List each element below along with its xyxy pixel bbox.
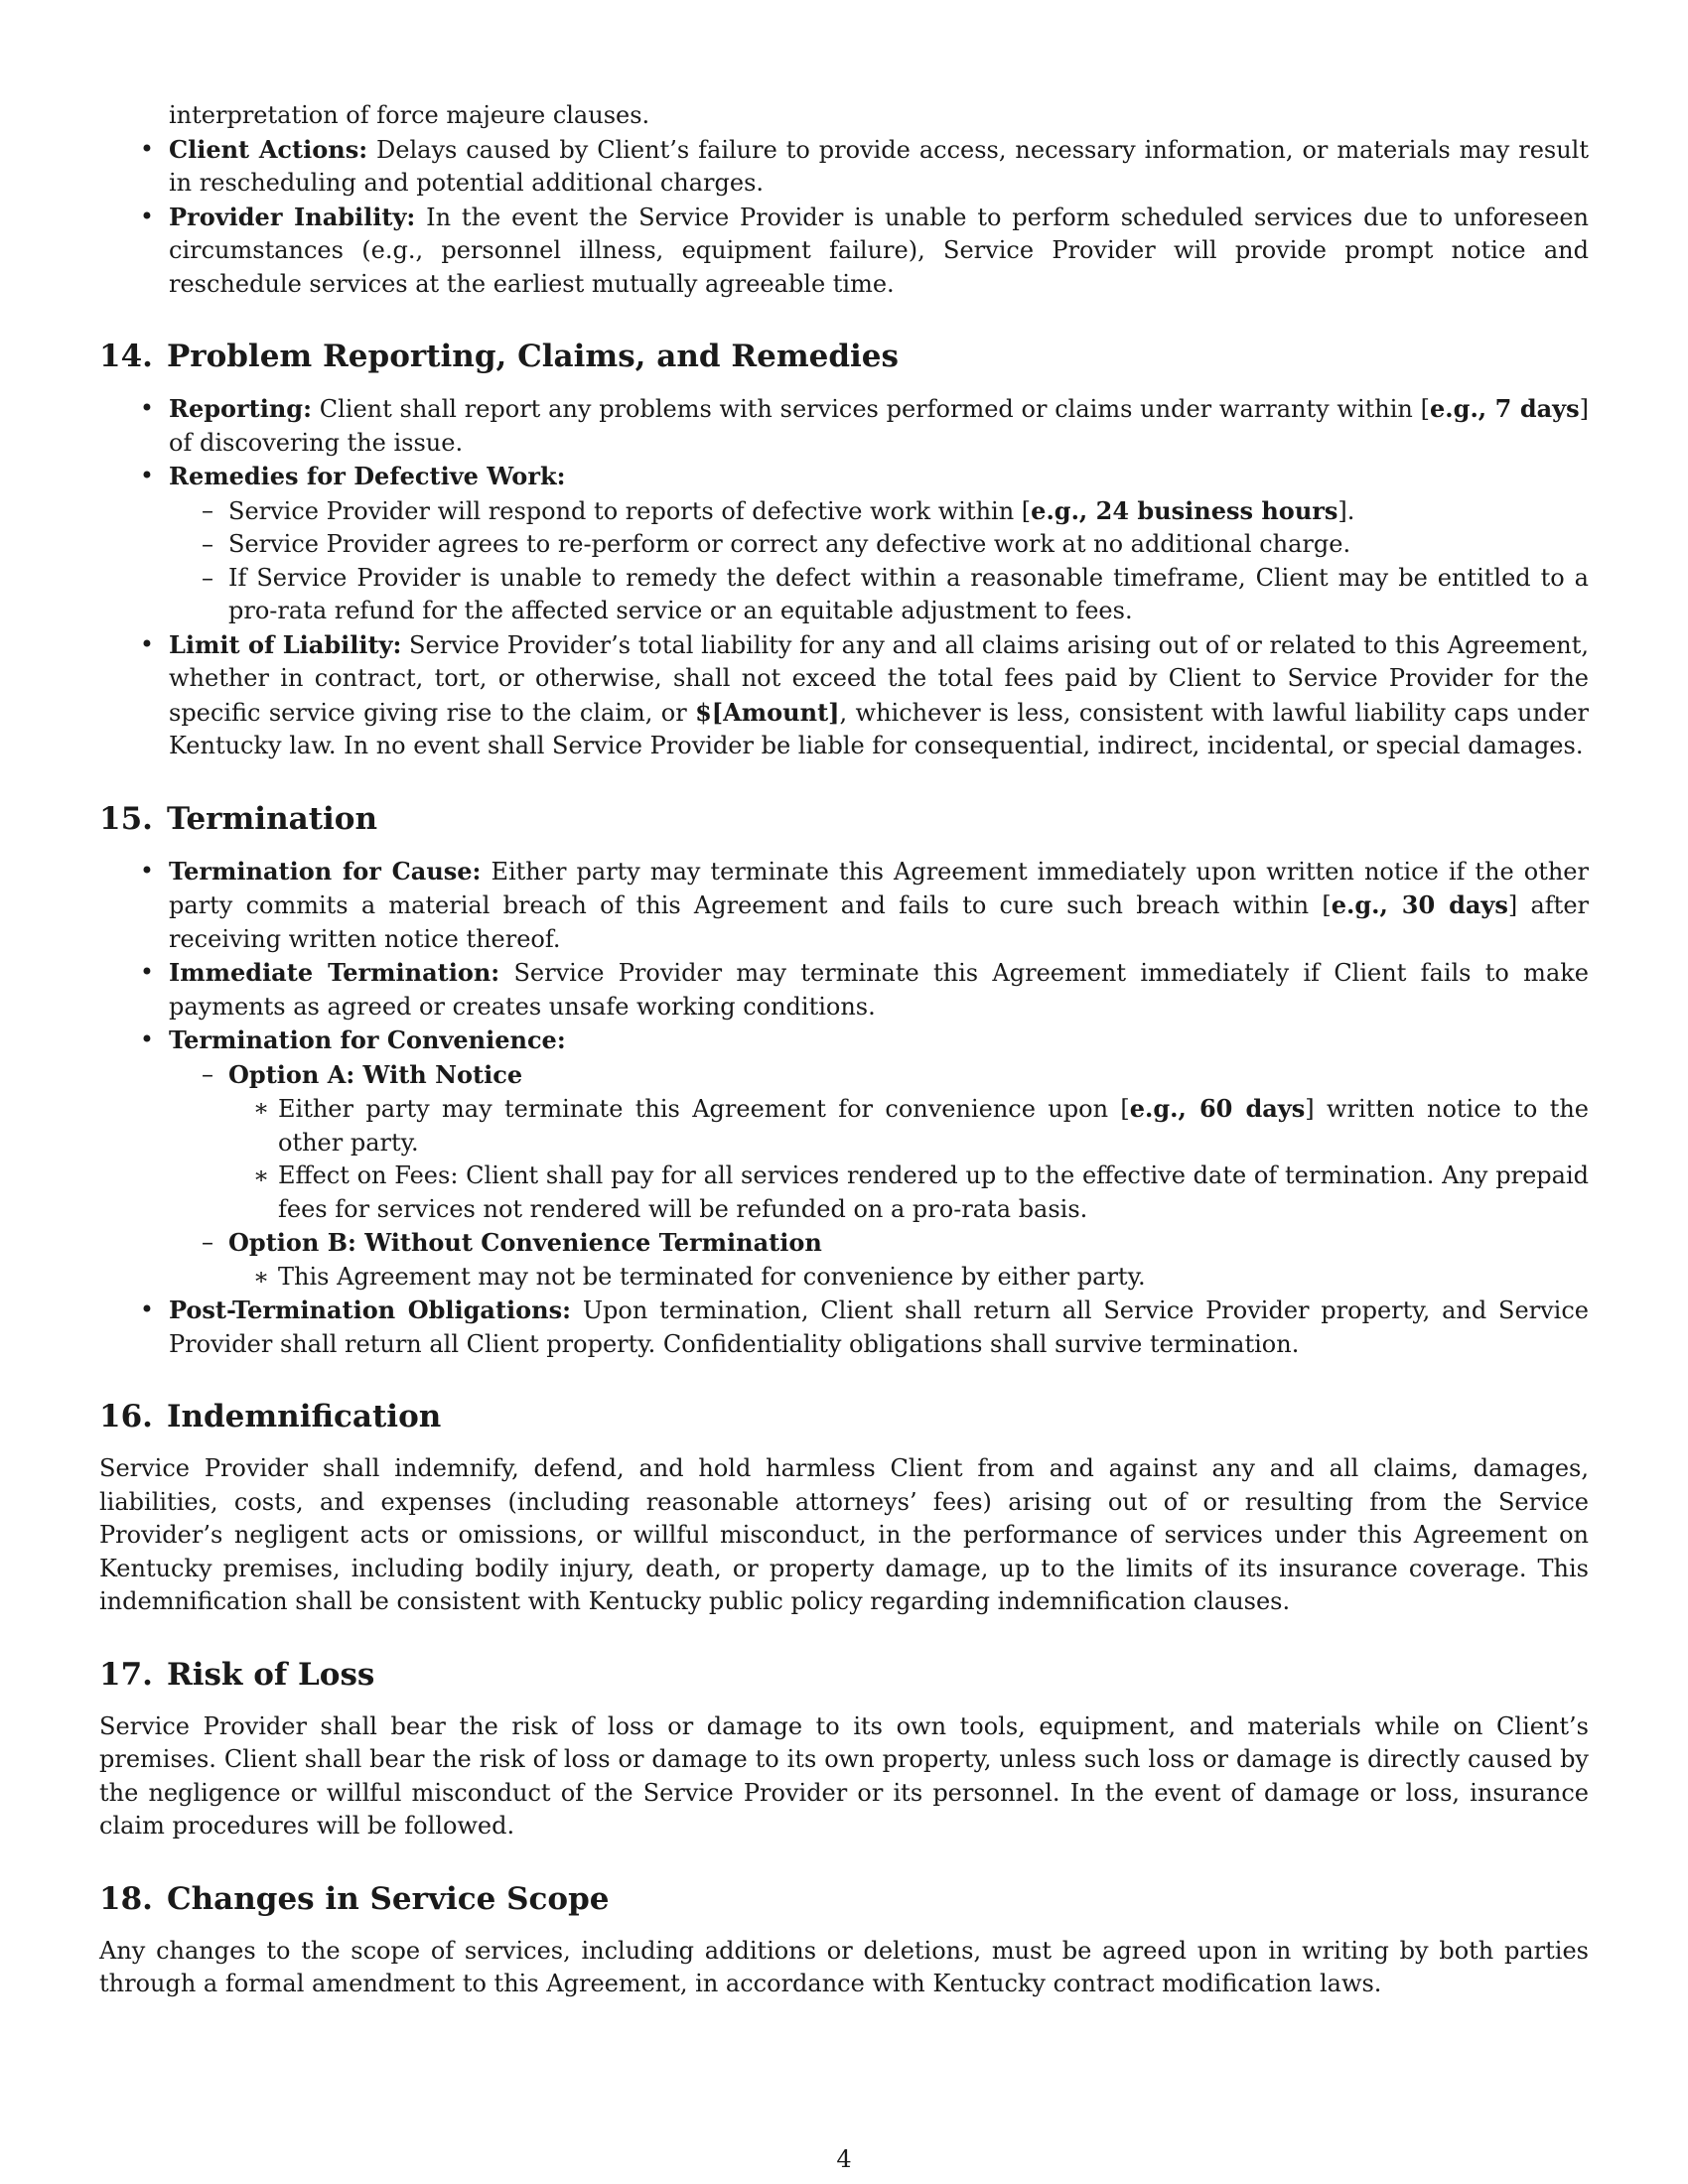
bullet-icon: • (139, 1296, 155, 1323)
bullet-icon: • (139, 394, 155, 422)
sub-item-option-b (169, 1226, 1589, 1294)
sub-list (169, 494, 1589, 628)
section-body: Service Provider shall indemnify, defend, and hold harmless Client from and against any and all claims, damages, liabilities, costs, and expenses (including reasonable attorneys’ fees) arising out of or resulting from the Service Provider’s negligent acts or omissions, or willful misconduct, in the performance of services under this Agreement on Kentucky premises, including bodily injury, death, or property damage, up to the limits of its insurance coverage. This indemnification shall be consistent with Kentucky public policy regarding indemnification clauses. (99, 1454, 1589, 1615)
option-label: Option A: With Notice (228, 1059, 523, 1089)
bullet-icon: • (139, 629, 155, 658)
section-number: 14. (99, 339, 153, 374)
list-item-immediate-termination (99, 956, 1589, 1024)
section-body: Service Provider shall bear the risk of loss or damage to its own tools, equipment, and materials while on Client’s premises. Client shall bear the risk of loss or damage to its own property, unless such loss or damage is directly caused by the negligence or willful misconduct of the Service Provider or its personnel. In the event of damage or loss, insurance claim procedures will be followed. (99, 1711, 1589, 1840)
sub-sub-item (228, 1092, 1589, 1160)
list-item-post-termination (99, 1294, 1589, 1361)
section-16 (99, 1397, 1589, 1619)
section-18 (99, 1879, 1589, 2001)
document-page (99, 99, 1589, 2001)
bullet-icon: • (139, 202, 155, 230)
item-label: Termination for Convenience: (169, 1025, 566, 1054)
item-text: This Agreement may not be terminated for convenience by either party. (278, 1262, 1146, 1291)
bullet-icon: • (139, 134, 155, 163)
asterisk-icon: ∗ (252, 1262, 270, 1291)
item-label: Immediate Termination: (169, 958, 500, 987)
item-text: Either party may terminate this Agreement immediately upon written notice if the other party commits a material breach of this Agreement and fails to cure such breach within [ (169, 857, 1589, 919)
list-item-termination-for-convenience (99, 1024, 1589, 1294)
section-17 (99, 1655, 1589, 1843)
sub-sub-item (228, 1160, 1589, 1226)
placeholder-value: e.g., 60 days (1129, 1094, 1306, 1123)
item-label: Limit of Liability: (169, 629, 402, 659)
list-item-client-actions (99, 133, 1589, 201)
item-text: Service Provider may terminate this Agreement immediately if Client fails to make payments as agreed or creates unsafe working conditions. (169, 959, 1589, 1021)
item-text: ] written notice to the other party. (278, 1095, 1589, 1157)
section-title: Changes in Service Scope (166, 1880, 610, 1917)
section-title: Termination (166, 800, 378, 837)
section-15 (99, 799, 1589, 1362)
list-item-remedies (99, 460, 1589, 628)
section-title: Risk of Loss (166, 1656, 375, 1693)
item-text: Upon termination, Client shall return all Service Provider property, and Service Provider shall return all Client property. Confidentiality obligations shall survive termination. (169, 1297, 1589, 1358)
bullet-icon: • (139, 1025, 155, 1053)
sub-sub-list (228, 1261, 1589, 1295)
item-text: ] of discovering the issue. (169, 395, 1590, 457)
list-item-termination-for-cause (99, 855, 1589, 957)
section-number: 17. (99, 1656, 153, 1693)
section-14 (99, 337, 1589, 763)
section-number: 18. (99, 1880, 153, 1917)
item-text: ] after receiving written notice thereof. (169, 891, 1589, 953)
placeholder-value: e.g., 24 business hours (1031, 495, 1338, 525)
section-title: Indemnification (166, 1399, 442, 1434)
continuation-list (99, 133, 1589, 302)
item-text: In the event the Service Provider is unable to perform scheduled services due to unforeseen circumstances (e.g., personnel illness, equipment failure), Service Provider will provide prompt notice and reschedule services at the earliest mutually agreeable time. (169, 203, 1589, 298)
section-heading (99, 1879, 1589, 1919)
asterisk-icon: ∗ (252, 1161, 270, 1189)
sub-item (169, 494, 1589, 529)
section-number: 15. (99, 800, 153, 837)
item-text: Service Provider’s total liability for any and all claims arising out of or related to this Agreement, whether in contract, tort, or otherwise, shall not exceed the total fees paid by Client to Service Provider for the specific service giving rise to the claim, or (169, 630, 1589, 727)
option-label: Option B: Without Convenience Termination (228, 1228, 822, 1257)
placeholder-value: $[Amount] (695, 697, 840, 727)
sub-item-option-a (169, 1058, 1589, 1227)
sub-sub-item (228, 1261, 1589, 1295)
sub-item (169, 528, 1589, 562)
bullet-icon: • (139, 462, 155, 489)
item-label: Post-Termination Obligations: (169, 1296, 572, 1324)
asterisk-icon: ∗ (252, 1094, 270, 1122)
section-heading (99, 337, 1589, 376)
item-label: Provider Inability: (169, 202, 416, 231)
sub-list (169, 1058, 1589, 1295)
list-item-reporting (99, 392, 1589, 460)
item-label: Remedies for Defective Work: (169, 462, 566, 490)
continuation-text: interpretation of force majeure clauses. (169, 101, 650, 129)
section-heading (99, 1655, 1589, 1695)
item-text: Effect on Fees: Client shall pay for all services rendered up to the effective date of termination. Any prepaid fees for services not rendered will be refunded on a pro-rata basis. (278, 1161, 1589, 1223)
dash-icon: – (202, 563, 213, 592)
page-number: 4 (836, 2145, 852, 2173)
section-title: Problem Reporting, Claims, and Remedies (166, 339, 899, 374)
continuation-block (99, 99, 1589, 301)
item-label: Client Actions: (169, 134, 368, 164)
item-text: Either party may terminate this Agreement for convenience upon [ (278, 1095, 1130, 1123)
placeholder-value: e.g., 7 days (1430, 394, 1580, 423)
placeholder-value: e.g., 30 days (1331, 890, 1508, 919)
section-heading (99, 1397, 1589, 1436)
item-text: ]. (1337, 496, 1355, 525)
dash-icon: – (202, 495, 213, 524)
bullet-icon: • (139, 856, 155, 885)
section-list (99, 855, 1589, 1362)
list-item-provider-inability (99, 201, 1589, 302)
item-text: Service Provider will respond to reports of defective work within [ (228, 496, 1032, 525)
bullet-icon: • (139, 958, 155, 986)
dash-icon: – (202, 1228, 213, 1256)
dash-icon: – (202, 530, 213, 558)
item-text: , whichever is less, consistent with lawful liability caps under Kentucky law. In no event shall Service Provider be liable for consequential, indirect, incidental, or special damages. (169, 698, 1589, 759)
item-text: Delays caused by Client’s failure to provide access, necessary information, or materials may result in rescheduling and potential additional charges. (169, 135, 1589, 197)
section-list (99, 392, 1589, 763)
dash-icon: – (202, 1059, 213, 1088)
list-item-limit-of-liability (99, 628, 1589, 763)
sub-sub-list (228, 1092, 1589, 1226)
item-label: Reporting: (169, 394, 312, 423)
sub-item (169, 562, 1589, 628)
item-label: Termination for Cause: (169, 856, 482, 886)
section-heading (99, 799, 1589, 839)
item-text: If Service Provider is unable to remedy the defect within a reasonable timeframe, Client may be entitled to a pro-rata refund for the affected service or an equitable adjustment to fees. (228, 563, 1589, 624)
item-text: Client shall report any problems with services performed or claims under warranty within [ (319, 395, 1431, 423)
item-text: Service Provider agrees to re-perform or correct any defective work at no additional charge. (228, 530, 1351, 558)
section-number: 16. (99, 1399, 153, 1434)
section-body: Any changes to the scope of services, including additions or deletions, must be agreed upon in writing by both parties through a formal amendment to this Agreement, in accordance with Kentucky contract modification laws. (99, 1936, 1589, 1997)
